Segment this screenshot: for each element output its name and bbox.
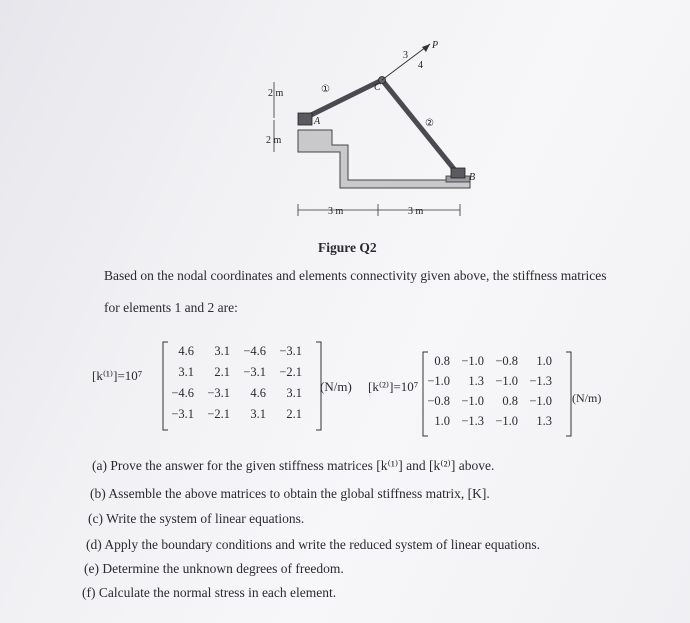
k2-cell: −1.0 [461, 354, 484, 368]
element-1-label: ① [321, 84, 330, 95]
k1-cell: −4.6 [171, 386, 194, 400]
k2-cell: −1.0 [427, 374, 450, 388]
k2-unit: (N/m) [572, 391, 602, 405]
pin-a [298, 113, 312, 125]
k2-cell: −1.3 [461, 414, 484, 428]
k2-cell: −1.3 [529, 374, 552, 388]
element-2-bar [382, 80, 458, 174]
k1-cell: 3.1 [214, 344, 230, 358]
k1-cell: −3.1 [243, 365, 266, 379]
dim-2m-left-label: 2 m [266, 135, 282, 146]
slope-3-label: 3 [403, 50, 408, 61]
figure-caption: Figure Q2 [318, 240, 377, 255]
node-c-label: C [374, 82, 381, 93]
node-a-label: A [314, 116, 321, 127]
element-2-label: ② [425, 118, 434, 129]
question-b: (b) Assemble the above matrices to obtain the global stiffness matrix, [K]. [90, 486, 490, 501]
k2-cell: −1.0 [461, 394, 484, 408]
intro-line-2: for elements 1 and 2 are: [104, 300, 238, 315]
dim-3m-left-label: 3 m [328, 206, 344, 217]
k1-cell: 2.1 [286, 407, 302, 421]
k2-cell: −1.0 [495, 374, 518, 388]
k2-cell: 1.3 [536, 414, 552, 428]
question-f: (f) Calculate the normal stress in each element. [82, 585, 337, 600]
truss-figure [250, 40, 580, 230]
question-a: (a) Prove the answer for the given stiffness matrices [k⁽¹⁾] and [k⁽²⁾] above. [92, 458, 495, 473]
k1-cell: 3.1 [286, 386, 302, 400]
question-e: (e) Determine the unknown degrees of freedom. [84, 561, 344, 576]
k1-cell: 4.6 [250, 386, 266, 400]
k1-cell: −4.6 [243, 344, 266, 358]
k2-cell: 1.3 [468, 374, 484, 388]
k2-cell: −0.8 [427, 394, 450, 408]
k2-cell: 1.0 [434, 414, 450, 428]
k1-matrix [160, 344, 320, 430]
k1-cell: 2.1 [214, 365, 230, 379]
k2-label: [k⁽²⁾]=10⁷ [368, 379, 419, 394]
k1-cell: −2.1 [279, 365, 302, 379]
load-p-label: P [432, 40, 439, 51]
dim-2m-top-label: 2 m [268, 88, 284, 99]
node-b-label: B [469, 172, 476, 183]
element-1-bar [305, 80, 382, 118]
k1-cell: 3.1 [250, 407, 266, 421]
k2-cell: 1.0 [536, 354, 552, 368]
k2-matrix [416, 354, 566, 438]
question-d: (d) Apply the boundary conditions and write the reduced system of linear equations. [86, 537, 541, 552]
question-c: (c) Write the system of linear equations. [88, 511, 305, 526]
load-arrowhead [422, 44, 430, 52]
k2-cell: −1.0 [495, 414, 518, 428]
k1-cell: 4.6 [178, 344, 194, 358]
k1-cell: 3.1 [178, 365, 194, 379]
k1-cell: −3.1 [279, 344, 302, 358]
k2-cell: 0.8 [502, 394, 518, 408]
k1-cell: −3.1 [171, 407, 194, 421]
k1-unit: (N/m) [320, 379, 352, 394]
pin-b [451, 168, 465, 178]
k2-cell: −1.0 [529, 394, 552, 408]
intro-line-1: Based on the nodal coordinates and elements connectivity given above, the stiffness matrices [104, 268, 607, 283]
k2-cell: 0.8 [434, 354, 450, 368]
dim-3m-right-label: 3 m [408, 206, 424, 217]
k1-label: [k⁽¹⁾]=10⁷ [92, 368, 143, 383]
slope-4-label: 4 [418, 60, 423, 71]
k2-cell: −0.8 [495, 354, 518, 368]
k1-cell: −3.1 [207, 386, 230, 400]
k1-cell: −2.1 [207, 407, 230, 421]
